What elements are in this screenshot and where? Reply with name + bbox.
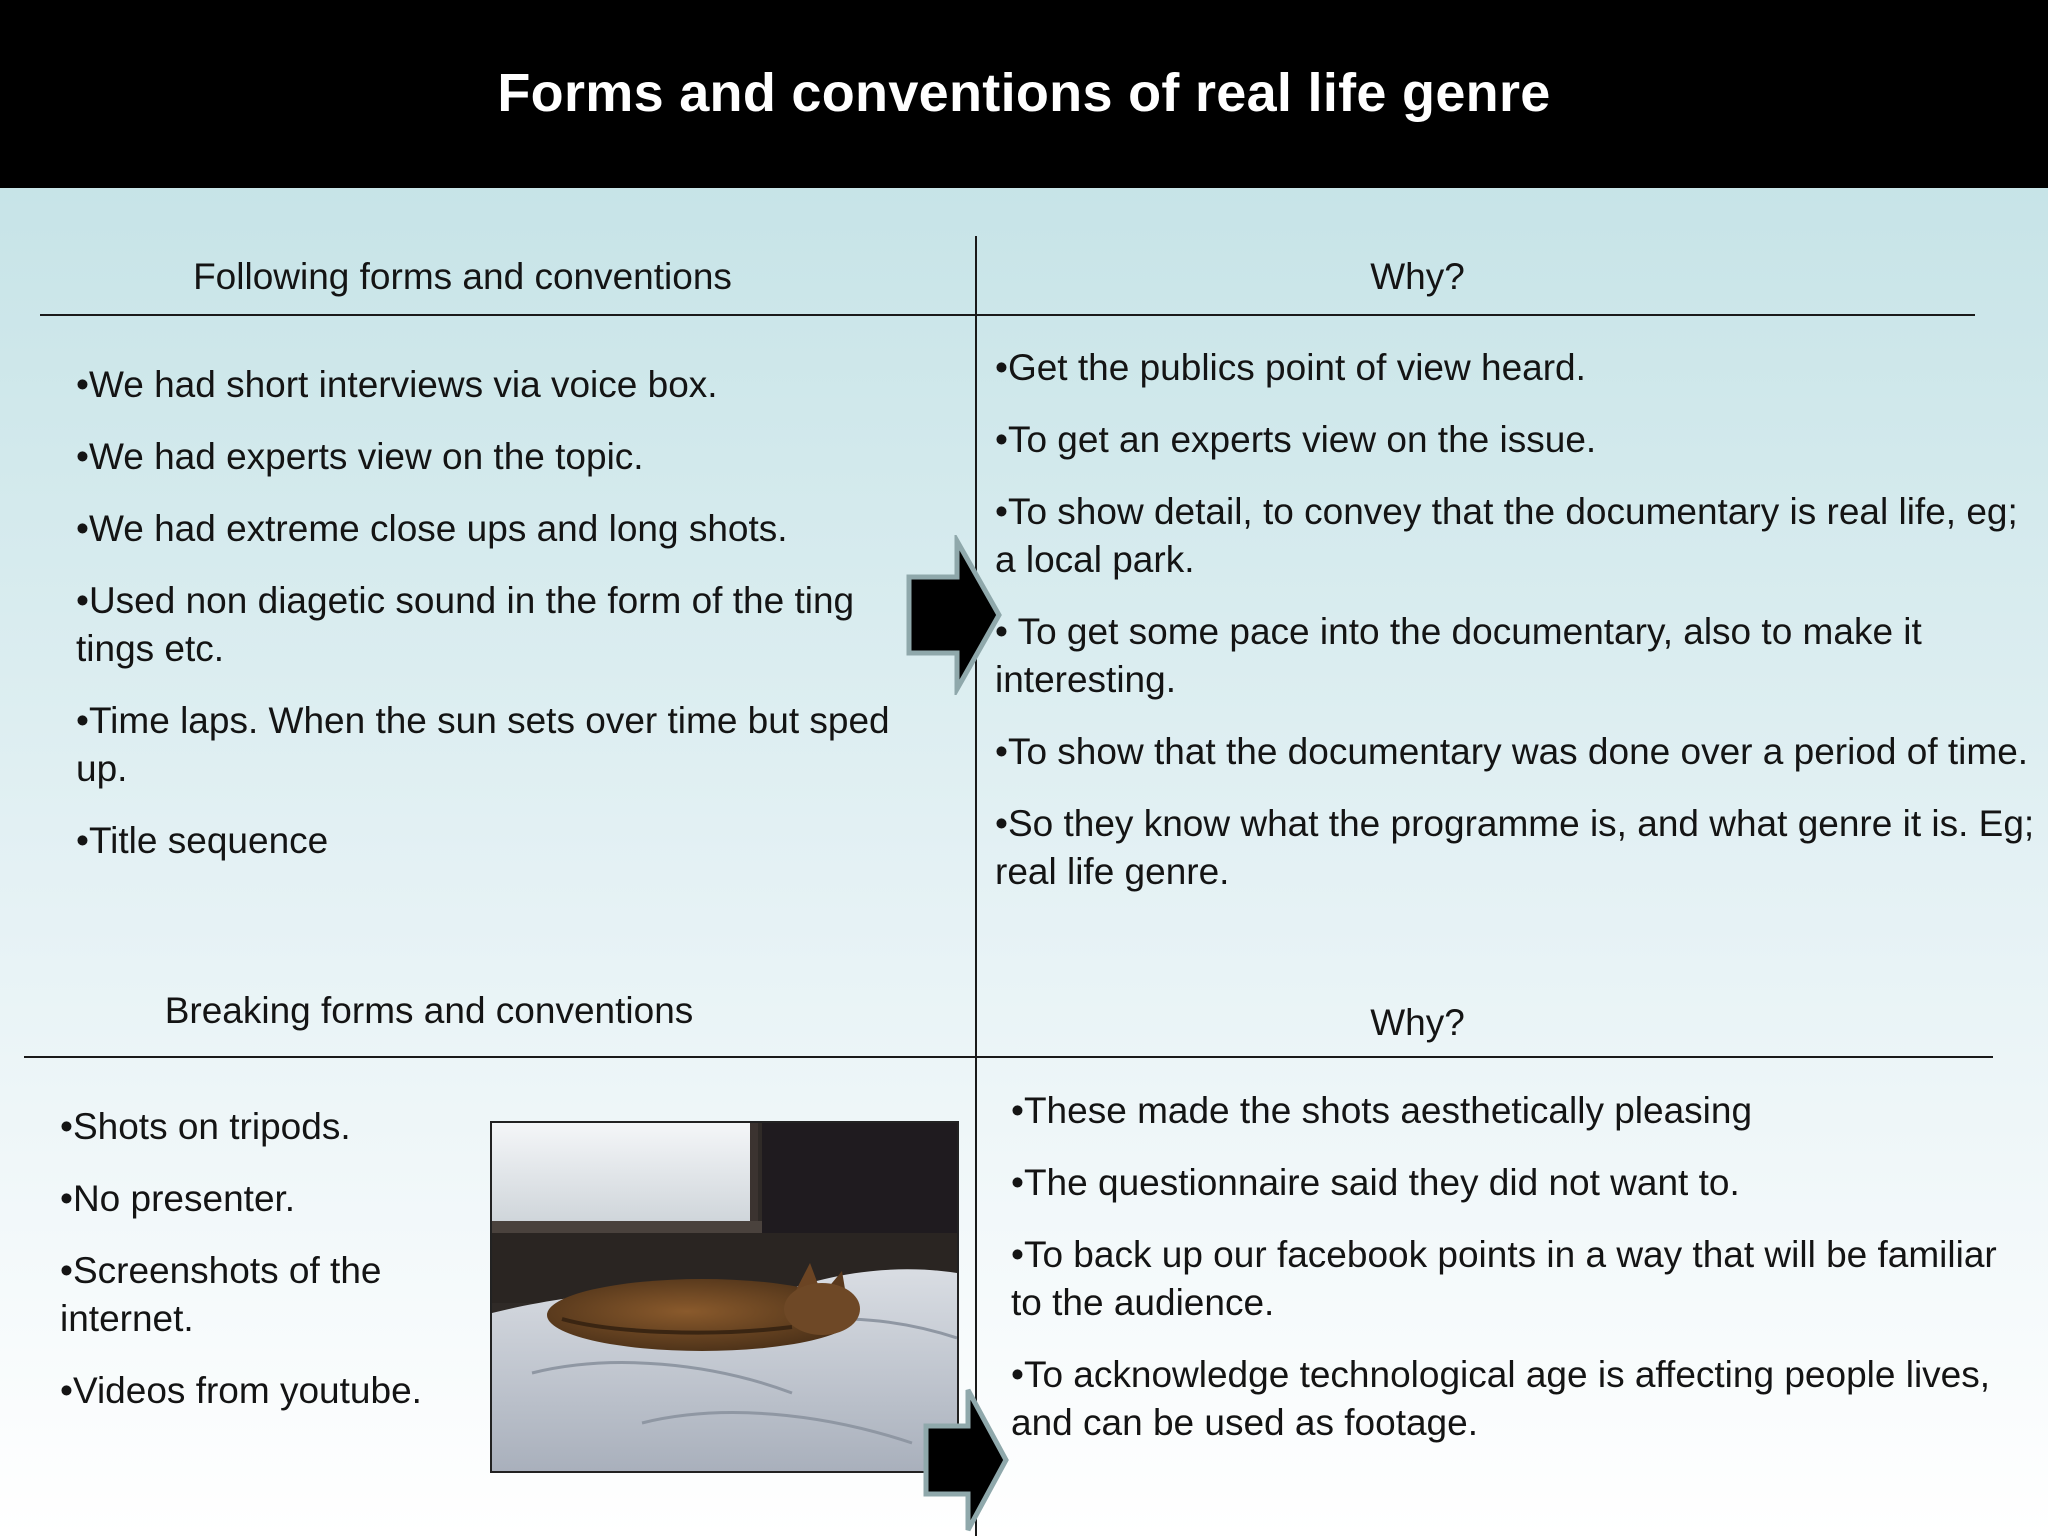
list-item: •To get an experts view on the issue. [995, 419, 1597, 460]
bottom-why-heading: Why? [1370, 1002, 1465, 1043]
list-item: •We had short interviews via voice box. [76, 364, 718, 405]
list-item: •To back up our facebook points in a way that will be familiar to the audience. [1011, 1234, 1997, 1323]
list-item: •We had extreme close ups and long shots. [76, 508, 788, 549]
breaking-list [60, 1103, 470, 1439]
following-list [76, 361, 896, 889]
top-why-heading: Why? [1370, 256, 1465, 297]
following-heading: Following forms and conventions [193, 256, 732, 297]
list-item: •Get the publics point of view heard. [995, 347, 1586, 388]
list-item: •So they know what the programme is, and what genre it is. Eg; real life genre. [995, 803, 2035, 892]
list-item: •To show detail, to convey that the documentary is real life, eg; a local park. [995, 491, 2018, 580]
cat-on-bed-image [492, 1123, 957, 1471]
list-item: •Used non diagetic sound in the form of the ting tings etc. [76, 580, 855, 669]
list-item: •These made the shots aesthetically pleasing [1011, 1090, 1753, 1131]
title-bar [0, 0, 2048, 188]
list-item: •Screenshots of the internet. [60, 1250, 382, 1339]
list-item: •No presenter. [60, 1178, 296, 1219]
list-item: •To acknowledge technological age is affecting people lives, and can be used as footage. [1011, 1354, 1991, 1443]
list-item: •Videos from youtube. [60, 1370, 422, 1411]
list-item: •The questionnaire said they did not want to. [1011, 1162, 1740, 1203]
list-item: •Title sequence [76, 820, 329, 861]
column-divider [975, 236, 977, 1536]
arrow-right-icon [922, 1384, 1012, 1536]
list-item: • To get some pace into the documentary, also to make it interesting. [995, 611, 1922, 700]
arrow-right-icon [905, 535, 1005, 695]
slide-title: Forms and conventions of real life genre [497, 63, 1551, 123]
breaking-heading: Breaking forms and conventions [164, 990, 694, 1031]
list-item: •Shots on tripods. [60, 1106, 351, 1147]
list-item: •We had experts view on the topic. [76, 436, 644, 477]
top-right-heading-rule [975, 314, 1975, 316]
breaking-why-list [1011, 1087, 2021, 1471]
bottom-heading-rule [24, 1056, 1993, 1058]
following-why-list [995, 344, 2035, 920]
sleeping-cat-photo [490, 1121, 959, 1473]
list-item: •Time laps. When the sun sets over time but sped up. [76, 700, 890, 789]
list-item: •To show that the documentary was done over a period of time. [995, 731, 2029, 772]
